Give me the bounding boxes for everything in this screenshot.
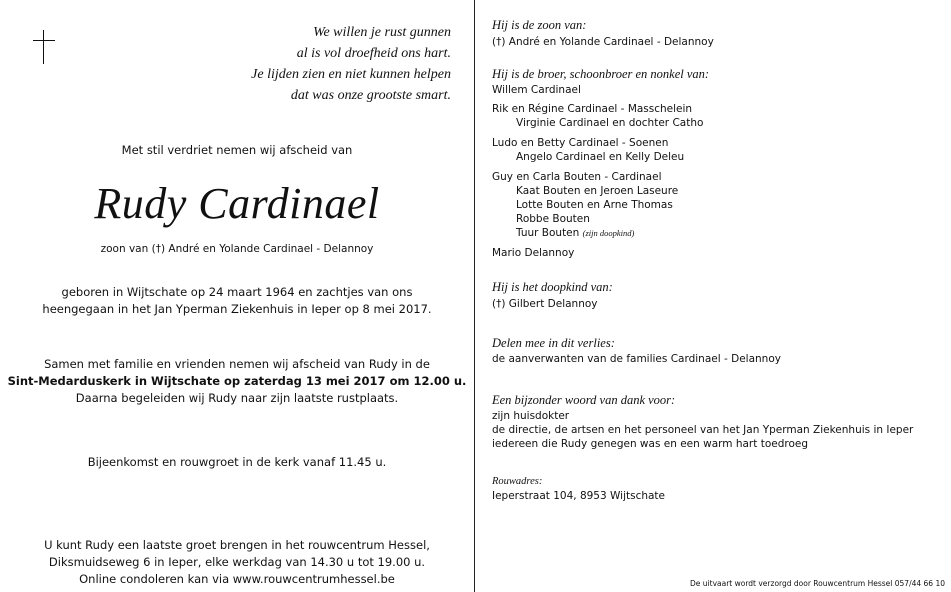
poem-line: dat was onze grootste smart. <box>290 88 451 103</box>
share-text: de aanverwanten van de families Cardinael - Delannoy <box>492 353 781 365</box>
son-heading: Hij is de zoon van: <box>492 18 587 32</box>
funeral-line: Daarna begeleiden wij Rudy naar zijn laatste rustplaats. <box>75 391 399 405</box>
poem <box>251 22 451 106</box>
godchild-heading: Hij is het doopkind van: <box>492 280 613 294</box>
share-heading: Delen mee in dit verlies: <box>492 336 615 350</box>
gathering-text: Bijeenkomst en rouwgroet in de kerk vanaf 11.45 u. <box>87 455 387 469</box>
birth-death-text <box>0 284 474 318</box>
godchild-name: Tuur Bouten <box>516 227 580 239</box>
poem-line: al is vol droefheid ons hart. <box>296 46 451 61</box>
godparent: (†) Gilbert Delannoy <box>492 298 598 310</box>
page-divider <box>474 0 475 592</box>
godchild-note: (zijn doopkind) <box>582 228 635 238</box>
funeral-line: Samen met familie en vrienden nemen wij afscheid van Rudy in de <box>44 357 430 371</box>
parents: (†) André en Yolande Cardinael - Delannoy <box>492 36 714 48</box>
visitation-line: Diksmuidseweg 6 in Ieper, elke werkdag van 14.30 u tot 19.00 u. <box>48 555 426 569</box>
condolence-line: Online condoleren kan via www.rouwcentrumhessel.be <box>79 572 395 586</box>
sibling-heading: Hij is de broer, schoonbroer en nonkel van: <box>492 67 710 81</box>
sibling-item: Rik en Régine Cardinael - Masschelein <box>492 103 693 115</box>
intro-text: Met stil verdriet nemen wij afscheid van <box>121 143 353 157</box>
nephew-item: Robbe Bouten <box>516 213 590 225</box>
thanks-item: iedereen die Rudy genegen was en een warm hart toedroeg <box>492 438 809 450</box>
sibling-item: Willem Cardinael <box>492 84 581 96</box>
visitation-line: U kunt Rudy een laatste groet brengen in het rouwcentrum Hessel, <box>44 538 430 552</box>
death-line: heengegaan in het Jan Yperman Ziekenhuis in Ieper op 8 mei 2017. <box>42 302 432 316</box>
address-heading: Rouwadres: <box>492 476 543 487</box>
son-of-text: zoon van (†) André en Yolande Cardinael - Delannoy <box>100 243 374 255</box>
funeral-place-date: Sint-Medarduskerk in Wijtschate op zaterdag 13 mei 2017 om 12.00 u. <box>7 374 467 388</box>
poem-line: We willen je rust gunnen <box>313 25 451 40</box>
nephew-item: Angelo Cardinael en Kelly Deleu <box>516 151 685 163</box>
deceased-name: Rudy Cardinael <box>94 179 380 228</box>
funeral-home-footer: De uitvaart wordt verzorgd door Rouwcentrum Hessel 057/44 66 10 <box>690 579 945 588</box>
sibling-item: Ludo en Betty Cardinael - Soenen <box>492 137 669 149</box>
niece-item: Virginie Cardinael en dochter Catho <box>516 117 704 129</box>
sibling-item: Mario Delannoy <box>492 247 575 259</box>
poem-line: Je lijden zien en niet kunnen helpen <box>251 67 451 82</box>
thanks-item: de directie, de artsen en het personeel van het Jan Yperman Ziekenhuis in Ieper <box>492 424 914 436</box>
nephew-item <box>516 227 634 239</box>
visitation-info <box>0 537 474 588</box>
nephew-item: Lotte Bouten en Arne Thomas <box>516 199 673 211</box>
mourning-address: Ieperstraat 104, 8953 Wijtschate <box>492 490 666 502</box>
cross-icon <box>33 30 55 64</box>
thanks-heading: Een bijzonder woord van dank voor: <box>492 393 676 407</box>
birth-line: geboren in Wijtschate op 24 maart 1964 en zachtjes van ons <box>61 285 413 299</box>
thanks-item: zijn huisdokter <box>492 410 570 422</box>
funeral-info <box>0 356 474 407</box>
sibling-item: Guy en Carla Bouten - Cardinael <box>492 171 662 183</box>
nephew-item: Kaat Bouten en Jeroen Laseure <box>516 185 679 197</box>
